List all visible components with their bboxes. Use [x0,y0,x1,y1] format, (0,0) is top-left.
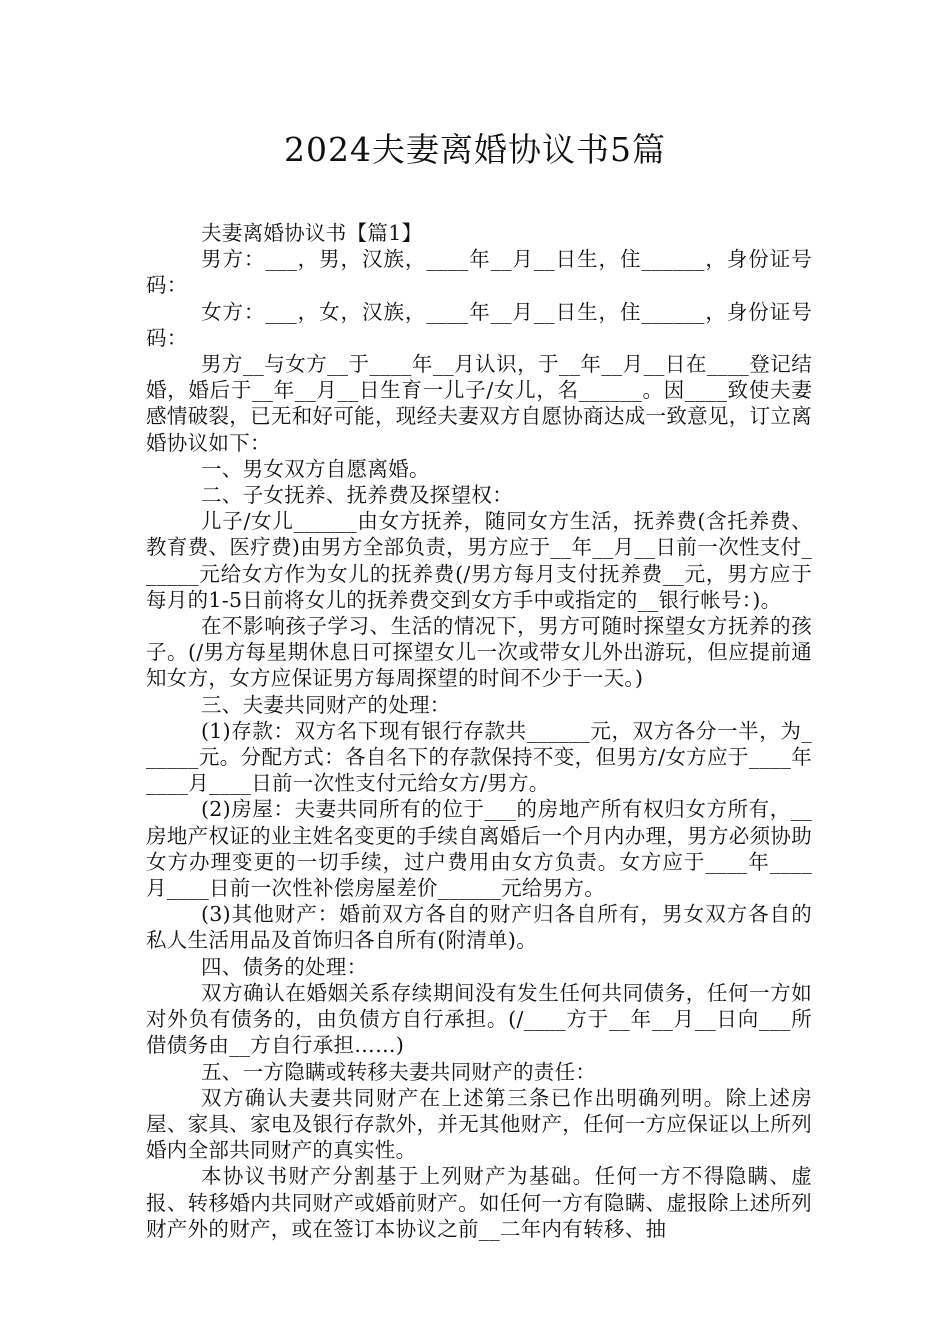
paragraph: (1)存款：双方名下现有银行存款共______元，双方各分一半，为______元。分配方式：各自名下的存款保持不变，但男方/女方应于____年____月____日前一次性支付元给女方/男方。 [146,718,812,796]
paragraph: 儿子/女儿______由女方抚养，随同女方生活，抚养费(含托养费、教育费、医疗费)由男方全部负责，男方应于__年__月__日前一次性支付______元给女方作为女儿的抚养费(/男方每月支付抚养费__元，男方应于每月的1-5日前将女儿的抚养费交到女方手中或指定的__银行帐号：)。 [146,509,812,612]
paragraph: 男方：___，男，汉族，____年__月__日生，住______，身份证号码： [146,247,812,298]
clause-heading: 二、子女抚养、抚养费及探望权： [201,483,513,508]
section-heading: 夫妻离婚协议书【篇1】 [201,221,423,245]
paragraph: 女方：___，女，汉族，____年__月__日生，住______，身份证号码： [146,299,812,350]
clause-heading: 四、债务的处理： [201,954,368,979]
clause-heading: 五、一方隐瞒或转移夫妻共同财产的责任： [201,1059,597,1084]
clause-heading: 一、男女双方自愿离婚。 [201,456,430,481]
document-title: 2024夫妻离婚协议书5篇 [284,130,666,169]
paragraph: (3)其他财产：婚前双方各自的财产归各自所有，男女双方各自的私人生活用品及首饰归各自所有(附清单)。 [146,902,812,953]
paragraph: 双方确认在婚姻关系存续期间没有发生任何共同债务，任何一方如对外负有债务的，由负债方自行承担。(/____方于__年__月__日向___所借债务由__方自行承担……) [146,980,812,1058]
paragraph: 本协议书财产分割基于上列财产为基础。任何一方不得隐瞒、虚报、转移婚内共同财产或婚前财产。如任何一方有隐瞒、虚报除上述所列财产外的财产，或在签订本协议之前__二年内有转移、抽 [146,1164,812,1241]
paragraph: 男方__与女方__于____年__月认识，于__年__月__日在____登记结婚，婚后于__年__月__日生育一儿子/女儿，名______。因____致使夫妻感情破裂，已无和好可能，现经夫妻双方自愿协商达成一致意见，订立离婚协议如下： [146,352,812,455]
document-body [146,220,812,1242]
paragraph: 双方确认夫妻共同财产在上述第三条已作出明确列明。除上述房屋、家具、家电及银行存款外，并无其他财产，任何一方应保证以上所列婚内全部共同财产的真实性。 [146,1085,812,1163]
paragraph: (2)房屋：夫妻共同所有的位于___的房地产所有权归女方所有，__房地产权证的业主姓名变更的手续自离婚后一个月内办理，男方必须协助女方办理变更的一切手续，过户费用由女方负责。女方应于____年____月____日前一次性补偿房屋差价______元给男方。 [146,797,812,901]
clause-heading: 三、夫妻共同财产的处理： [201,692,451,717]
paragraph: 在不影响孩子学习、生活的情况下，男方可随时探望女方抚养的孩子。(/男方每星期休息日可探望女儿一次或带女儿外出游玩，但应提前通知女方，女方应保证男方每周探望的时间不少于一天。) [146,614,812,691]
